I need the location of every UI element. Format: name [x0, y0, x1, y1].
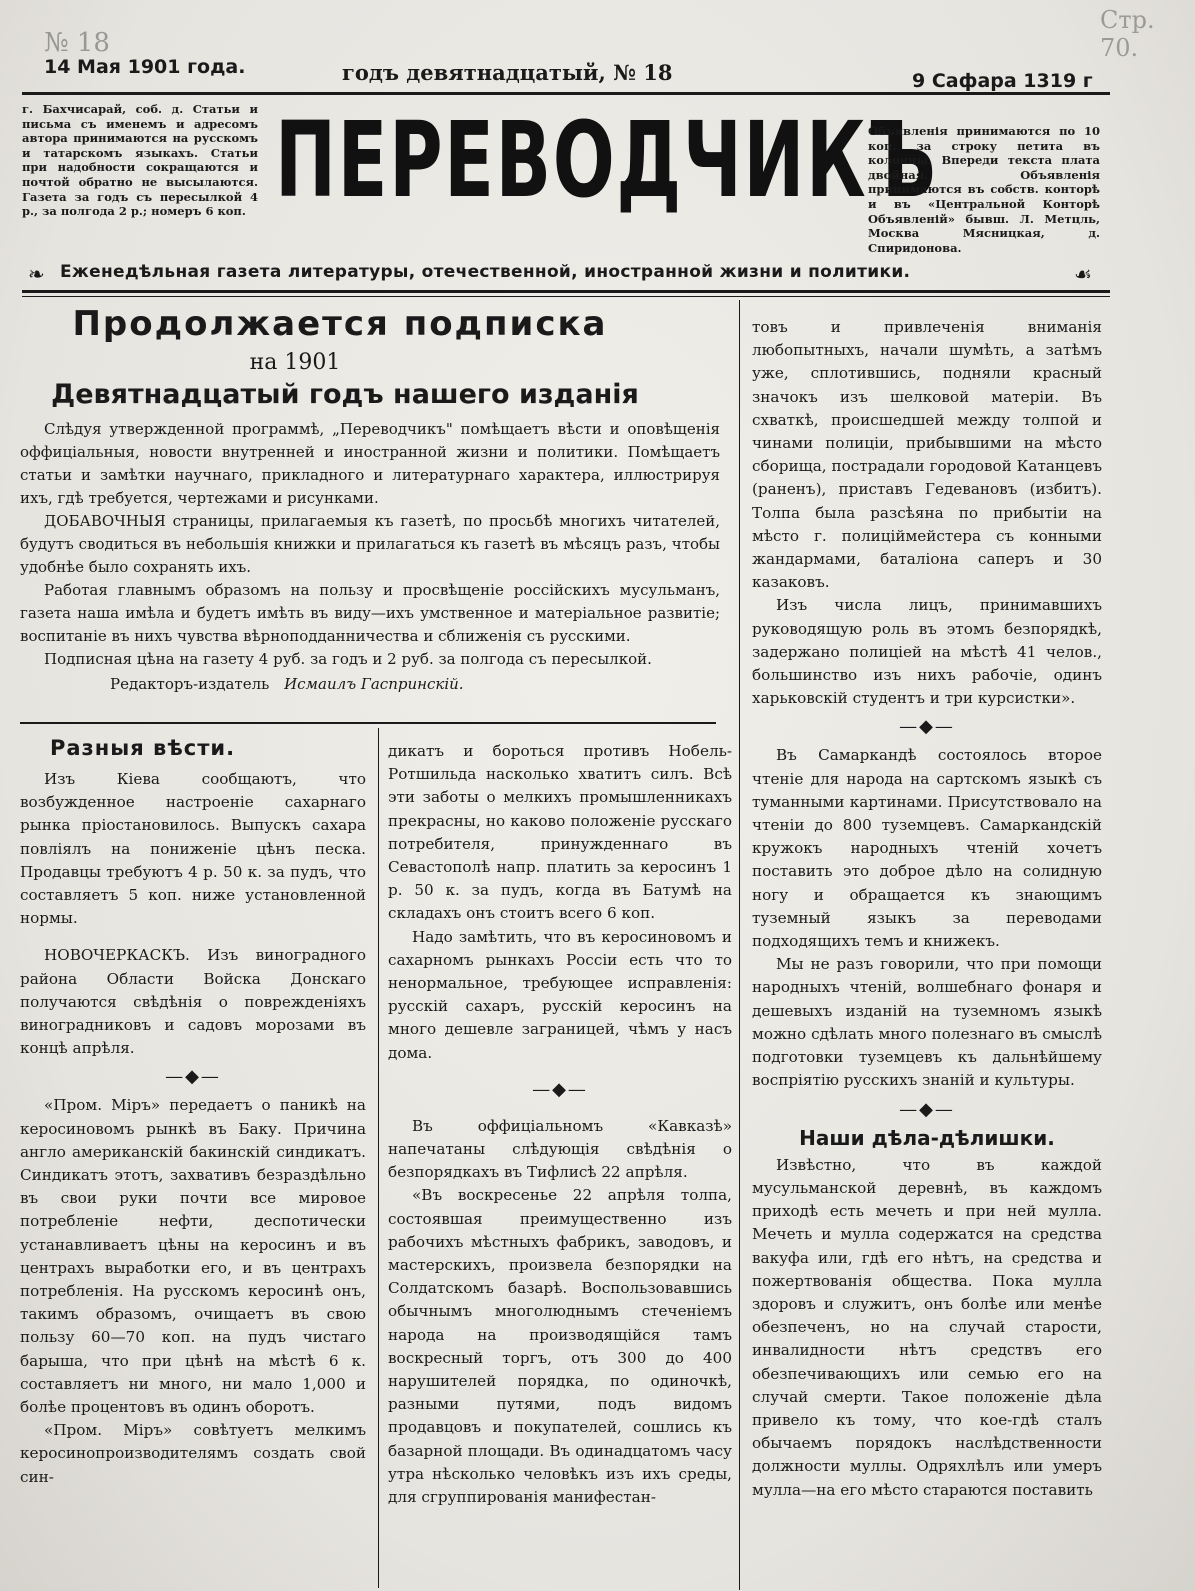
col1-p2: НОВОЧЕРКАСКЪ. Изъ виноградного района Области Войска Донскаго получаются свѣдѣнія о поврежденіяхъ виноградниковъ и садовъ морозами въ концѣ апрѣля. [20, 946, 366, 1058]
col3-p4: Мы не разъ говорили, что при помощи народныхъ чтеній, волшебнаго фонаря и дешевыхъ изданій на туземномъ языкѣ можно сдѣлать много полезнаго въ смыслѣ подготовки туземцевъ къ дальнѣйшему воспріятію русскихъ знаній и культуры. [752, 955, 1102, 1090]
col1-separator: —◆— [165, 1066, 221, 1088]
col1-p1: Изъ Кіева сообщаютъ, что возбужденное настроеніе сахарнаго рынка пріостановилось. Выпускъ сахара повліялъ на пониженіе цѣнъ песка. Продавцы требуютъ 4 р. 50 к. за пудъ, что составляетъ 5 коп. ниже установленной нормы. [20, 770, 366, 928]
editor-name: Исмаилъ Гаспринскій. [284, 675, 464, 693]
subscription-price: Подписная цѣна на газету 4 руб. за годъ и 2 руб. за полгода съ пересылкой. [44, 650, 652, 668]
column-rule-middle [378, 728, 379, 1588]
col3-separator-2: —◆— [899, 1098, 955, 1120]
col1-p3: «Пром. Міръ» передаетъ о паникѣ на керосиновомъ рынкѣ въ Баку. Причина англо американскій бакинскій синдикатъ. Синдикатъ этотъ, захвативъ безраздѣльно въ свои руки почти все мировое потребленіе нефти, деспотически устанавливаетъ цѣны на керосинъ и въ центрахъ выработки его, и въ центрахъ потребленія. На русскомъ керосинѣ онъ, такимъ образомъ, очищаетъ въ свою пользу 60—70 коп. на пудъ чистаго барыша, что при цѣнѣ на мѣстѣ 6 к. составляетъ ни много, ни мало 1,000 и болѣе процентовъ въ одинъ оборотъ. [20, 1096, 366, 1417]
col2-p4: «Въ воскресенье 22 апрѣля толпа, состоявшая преимущественно изъ рабочихъ мѣстныхъ фабрикъ, заводовъ, и мастерскихъ, произвела безпорядки на Солдатскомъ базарѣ. Воспользовавшись обычнымъ многолюднымъ стеченіемъ народа на производящійся тамъ воскресный торгъ, отъ 300 до 400 нарушителей порядка, по одиночкѣ, разными путями, подъ видомъ продавцовъ и покупателей, сошлись къ базарной площади. Въ одинадцатомъ часу утра нѣсколько человѣкъ изъ ихъ среды, для сгруппированія манифестан- [388, 1186, 732, 1507]
masthead-right-box: Объявленія принимаются по 10 коп. за строку петита въ колонны. Впереди текста плата двойная. Объявленія принимаются въ собств. конторѣ и въ «Центральной Конторѣ Объявленій» бывш. Л. Метцль, Москва Мясницкая, д. Спиридонова. [868, 124, 1100, 255]
col1-text [20, 768, 366, 1489]
date-left: 14 Мая 1901 года. [44, 56, 246, 78]
subscription-p1: Слѣдуя утвержденной программѣ, „Переводчикъ" помѣщаетъ вѣсти и оповѣщенія оффиціальныя, новости внутренней и иностранной жизни и политики. Помѣщаетъ статьи и замѣтки научнаго, прикладного и литературнаго характера, иллюстрируя ихъ, гдѣ требуется, чертежами и рисунками. [20, 420, 720, 507]
date-right: 9 Сафара 1319 г [912, 70, 1093, 92]
column-1 [20, 736, 366, 1489]
subscription-year: на 1901 [249, 350, 341, 375]
column-2 [388, 740, 732, 1509]
col1-p4: «Пром. Міръ» совѣтуетъ мелкимъ керосинопроизводителямъ создать свой син- [20, 1421, 366, 1486]
ornament-left-icon: ❧ [28, 262, 45, 286]
year-number: годъ девятнадцатый, № 18 [342, 60, 673, 85]
masthead-subtitle: Еженедѣльная газета литературы, отечественной, иностранной жизни и политики. [60, 262, 911, 282]
subscription-p3: Работая главнымъ образомъ на пользу и просвѣщеніе россійскихъ мусульманъ, газета наша имѣла и будетъ имѣть въ виду—ихъ умственное и матеріальное развитіе; воспитаніе въ нихъ чувства вѣрноподданничества и сближенія съ русскими. [20, 581, 720, 645]
col3-p2: Изъ числа лицъ, принимавшихъ руководящую роль въ этомъ безпорядкѣ, задержано полиціей на мѣстѣ 41 челов., большинство изъ нихъ рабочіе, одинъ харьковскій студентъ и три курсистки». [752, 596, 1102, 708]
col3-p3: Въ Самаркандѣ состоялось второе чтеніе для народа на сартскомъ языкѣ съ туманными картинами. Присутствовало на чтеніи до 800 туземцевъ. Самаркандскій кружокъ народныхъ чтеній хочетъ поставить это доброе дѣло на солидную ногу и обращается къ знающимъ туземный языкъ за переводами подходящихъ темъ и книжекъ. [752, 746, 1102, 951]
col3-separator-1: —◆— [899, 716, 955, 738]
editor-label: Редакторъ-издатель [110, 675, 270, 693]
subscription-editor [20, 673, 720, 696]
masthead-title: ПЕРЕВОДЧИКЪ [275, 99, 938, 221]
subscription-headline: Продолжается подписка [72, 304, 608, 344]
col3-p5: Извѣстно, что въ каждой мусульманской деревнѣ, въ каждомъ приходѣ есть мечеть и при ней мулла. Мечеть и мулла содержатся на средства вакуфа или, гдѣ его нѣтъ, на средства и пожертвованія общества. Пока мулла здоровъ и служитъ, онъ болѣе или менѣе обезпеченъ, но на случай старости, инвалидности нѣтъ средствъ его обезпечивающихъ или семью его на случай смерти. Такое положеніе дѣла привело къ тому, что кое-гдѣ сталъ обычаемъ порядокъ наслѣдственности должности муллы. Одряхлѣлъ или умеръ мулла—на его мѣсто стараются поставить [752, 1155, 1102, 1499]
subscription-p2: ДОБАВОЧНЫЯ страницы, прилагаемыя къ газетѣ, по просьбѣ многихъ читателей, будутъ сводиться въ небольшія книжки и прилагаться къ газетѣ въ мѣсяцъ разъ, чтобы удобнѣе было сохранять ихъ. [20, 512, 720, 576]
masthead-rule [22, 290, 1110, 293]
col3-p1: товъ и привлеченія вниманія любопытныхъ, начали шумѣть, а затѣмъ уже, сплотившись, подняли красный значокъ изъ шелковой матеріи. Въ схваткѣ, происшедшей между толпой и чинами полиціи, прибывшими на мѣсто сборища, пострадали городовой Катанцевъ (раненъ), приставъ Гедевановъ (избитъ). Толпа была разсѣяна по прибытіи на мѣсто г. полиціймейстера съ конными жандармами, баталіона саперъ и 30 казаковъ. [752, 318, 1102, 592]
ornament-right-icon: ☙ [1074, 262, 1092, 286]
header-rule [22, 92, 1110, 95]
subscription-rule [20, 722, 716, 724]
column-3 [752, 316, 1102, 1502]
subscription-block [20, 300, 720, 696]
column-rule-right [739, 300, 740, 1590]
masthead-left-box: г. Бахчисарай, соб. д. Статьи и письма съ именемъ и адресомъ автора принимаются на русскомъ и татарскомъ языкахъ. Статьи при надобности сокращаются и почтой обратно не высылаются. Газета за годъ съ пересылкой 4 р., за полгода 2 р.; номеръ 6 коп. [22, 102, 258, 219]
col3-text [752, 316, 1102, 1502]
col2-text [388, 740, 732, 1509]
col3-heading: Наши дѣла-дѣлишки. [799, 1125, 1055, 1150]
col2-p2: Надо замѣтить, что въ керосиновомъ и сахарномъ рынкахъ Россіи есть что то ненормальное, требующее исправленія: русскій сахаръ, русскій керосинъ на много дешевле заграницей, чѣмъ у насъ дома. [388, 927, 732, 1062]
subscription-subhead: Девятнадцатый годъ нашего изданія [51, 379, 639, 410]
col2-p1: дикатъ и бороться противъ Нобель-Ротшильда насколько хватитъ силъ. Всѣ эти заботы о мелкихъ промышленникахъ прекрасны, но каково положеніе русскаго потребителя, принужденнаго въ Севастополѣ напр. платить за керосинъ 1 р. 50 к. за пудъ, когда въ Батумѣ на складахъ онъ стоитъ всего 6 коп. [388, 742, 732, 923]
page-mark: Стр. 70. [1100, 6, 1155, 62]
masthead-rule-thin [22, 296, 1110, 297]
col1-heading: Разныя вѣсти. [50, 736, 236, 760]
subscription-text [20, 418, 720, 696]
col2-p3: Въ оффиціальномъ «Кавказѣ» напечатаны слѣдующія свѣдѣнія о безпорядкахъ въ Тифлисѣ 22 апрѣля. [388, 1116, 732, 1182]
col2-separator: —◆— [532, 1078, 588, 1100]
corner-number: № 18 [44, 28, 110, 58]
